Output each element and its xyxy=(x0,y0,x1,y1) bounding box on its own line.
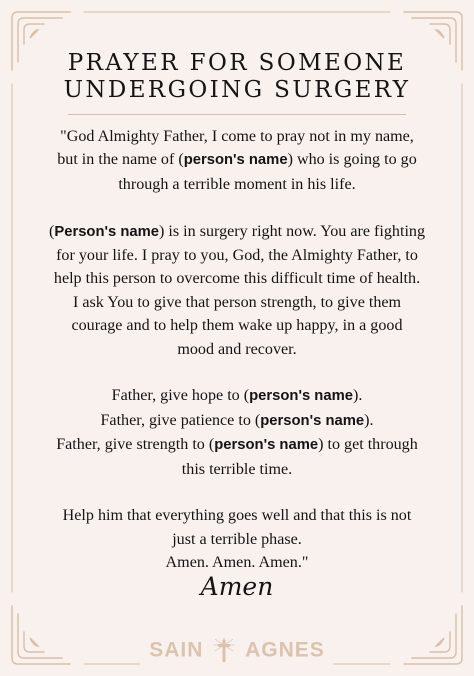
closing-amen: Amen xyxy=(200,572,274,601)
placeholder-name: person's name xyxy=(260,412,365,429)
logo-text-left: SAIN xyxy=(149,638,204,662)
title-divider xyxy=(68,114,406,115)
cross-sunburst-icon xyxy=(211,636,237,664)
title-line-1: PRAYER FOR SOMEONE xyxy=(67,50,407,76)
paragraph-2: (Person's name) is in surgery right now. You are fighting for your life. I pray to you, God, the Almighty Father, to help this person to overcome this difficult time of health. I ask You to give that person strength, to give them courage and to help them wake up happy, in a good mood and recover. xyxy=(48,222,426,358)
placeholder-name: Person's name xyxy=(54,223,160,240)
placeholder-name: person's name xyxy=(183,152,288,169)
title-line-2: UNDERGOING SURGERY xyxy=(63,77,411,103)
prayer-text xyxy=(28,125,446,575)
paragraph-4: Help him that everything goes well and that this is not just a terrible phase. Amen. Amen. Amen." xyxy=(62,507,412,572)
page-title xyxy=(0,50,474,104)
placeholder-name: person's name xyxy=(249,388,353,405)
saint-agnes-logo xyxy=(0,636,474,664)
paragraph-3: Father, give hope to (person's name). Father, give patience to (person's name). Father, give strength to (person's name) to get through this terrible time. xyxy=(56,387,418,478)
logo-text-right: AGNES xyxy=(245,638,325,662)
placeholder-name: person's name xyxy=(214,437,319,454)
paragraph-1: "God Almighty Father, I come to pray not in my name, but in the name of (person's name) who is going to go through a terrible moment in his life. xyxy=(57,128,417,193)
